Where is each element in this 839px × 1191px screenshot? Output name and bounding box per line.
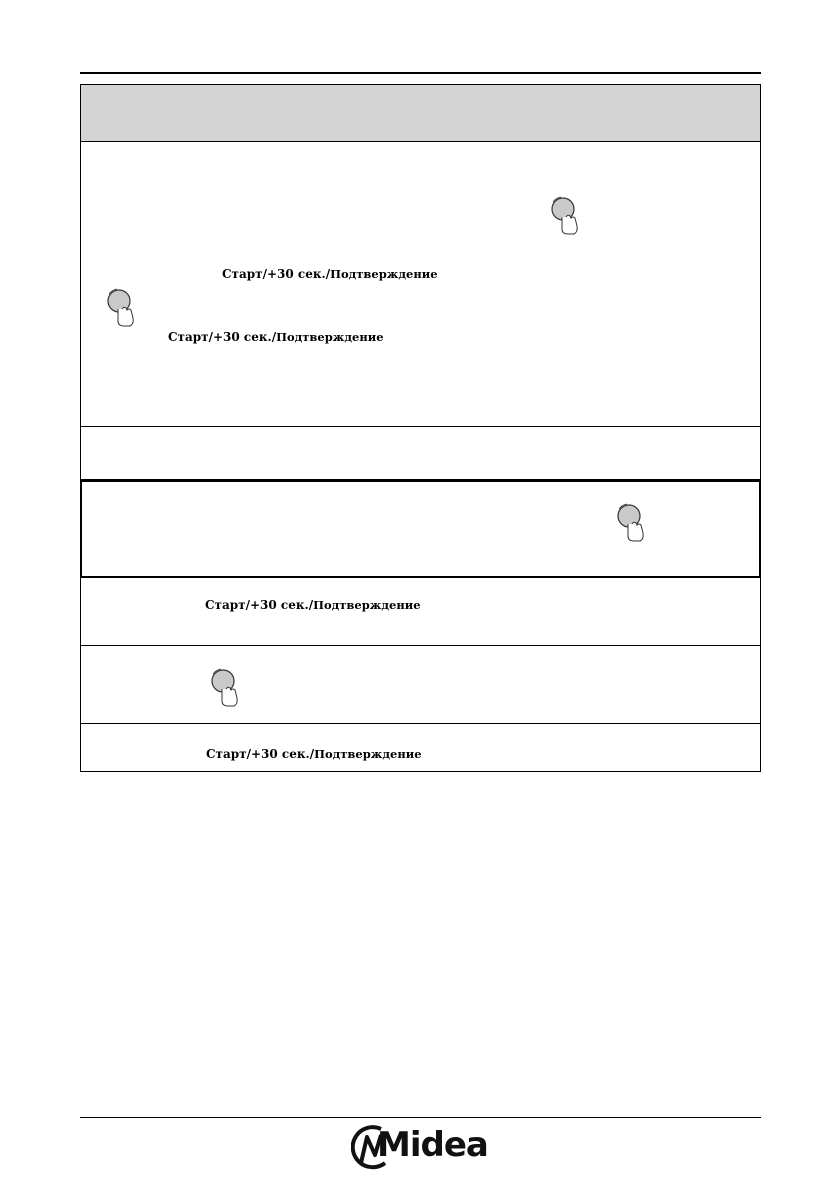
rotary-knob-icon — [103, 288, 137, 328]
top-rule — [80, 72, 761, 74]
midea-logo — [351, 1123, 488, 1171]
start-confirm-label: Старт/+30 сек./Подтверждение — [168, 330, 384, 344]
bottom-rule — [80, 1117, 761, 1118]
rotary-knob-icon — [547, 196, 581, 236]
table-row — [80, 480, 761, 578]
table-header-row — [81, 85, 760, 142]
table-row — [81, 142, 760, 427]
table-row — [81, 578, 760, 646]
start-confirm-label: Старт/+30 сек./Подтверждение — [205, 598, 421, 612]
start-confirm-label: Старт/+30 сек./Подтверждение — [206, 747, 422, 761]
brand-name: Midea — [377, 1125, 488, 1165]
rotary-knob-icon — [613, 503, 647, 543]
start-confirm-label: Старт/+30 сек./Подтверждение — [222, 267, 438, 281]
instruction-table — [80, 84, 761, 772]
table-row — [81, 646, 760, 724]
table-row — [81, 724, 760, 771]
table-row — [81, 427, 760, 480]
rotary-knob-icon — [207, 668, 241, 708]
